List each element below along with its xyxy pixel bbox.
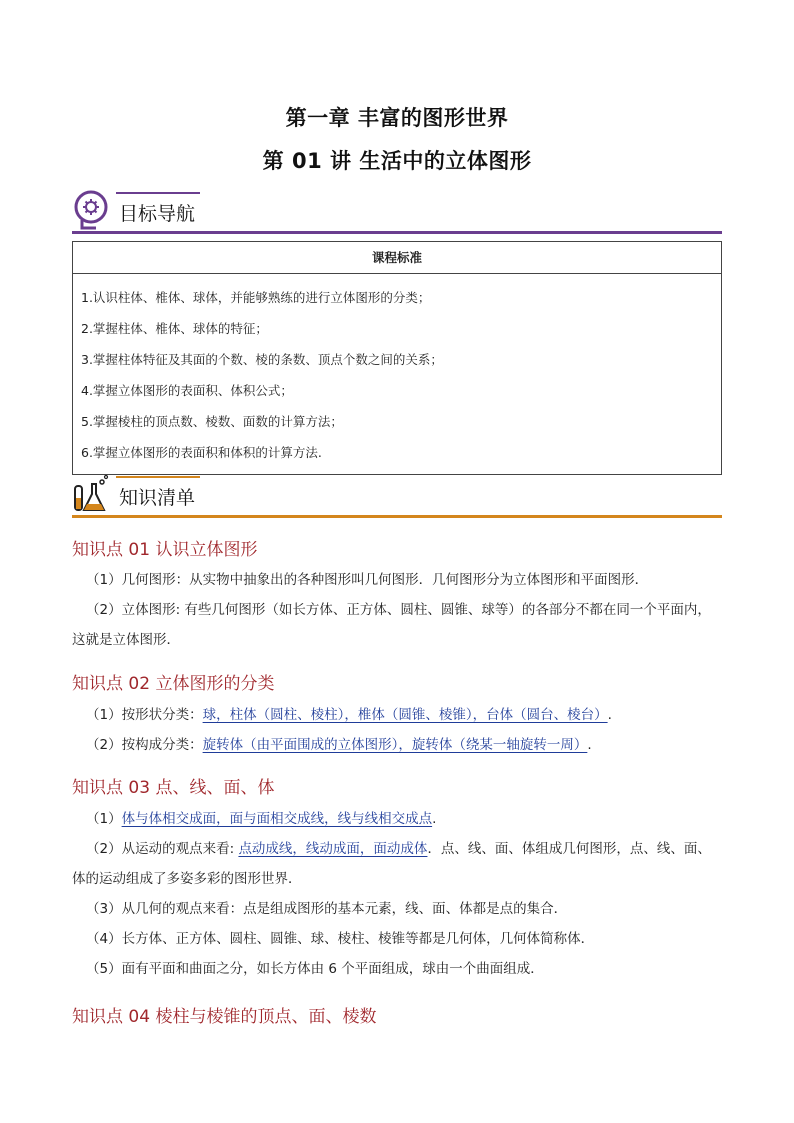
text: ．点、线、面、体组成几何图形，点、线、面、 [427, 841, 711, 857]
paragraph [72, 834, 724, 864]
brain-gear-icon [72, 190, 110, 230]
banner-top-rule [116, 476, 200, 478]
text: . [587, 737, 592, 753]
standard-item: 4.掌握立体图形的表面积、体积公式； [81, 383, 293, 398]
goal-section-label: 目标导航 [119, 203, 196, 225]
underlined-text: 体与体相交成面，面与面相交成线，线与线相交成点 [121, 811, 433, 827]
knowledge-point-title: 知识点 02 立体图形的分类 [72, 674, 275, 694]
paragraph: （4）长方体、正方体、圆柱、圆锥、球、棱柱、棱锥等都是几何体，几何体简称体． [86, 931, 595, 947]
text: （1）按形状分类： [86, 707, 203, 723]
underlined-text: 点动成线，线动成面，面动成体 [238, 841, 428, 857]
standard-item: 5.掌握棱柱的顶点数、棱数、面数的计算方法； [81, 414, 343, 429]
kp2-content [72, 700, 724, 760]
text: （2）按构成分类： [86, 737, 203, 753]
standard-item: 6.掌握立体图形的表面积和体积的计算方法. [81, 445, 322, 460]
paragraph: （2）立体图形: 有些几何图形（如长方体、正方体、圆柱、圆锥、球等）的各部分不都在同一个平面内， [86, 602, 711, 618]
standard-item: 1.认识柱体、椎体、球体，并能够熟练的进行立体图形的分类； [81, 290, 431, 305]
standard-item: 3.掌握柱体特征及其面的个数、棱的条数、顶点个数之间的关系； [81, 352, 443, 367]
text: （2）从运动的观点来看: [86, 841, 239, 857]
table-header: 课程标准 [73, 242, 721, 274]
underlined-text: 球，柱体（圆柱、棱柱），椎体（圆锥、棱锥），台体（圆台、棱台） [202, 707, 608, 723]
table-body [73, 274, 721, 474]
knowledge-point-title: 知识点 04 棱柱与棱锥的顶点、面、棱数 [72, 1007, 377, 1027]
standard-item: 2.掌握柱体、椎体、球体的特征； [81, 321, 268, 336]
paragraph-continuation: 体的运动组成了多姿多彩的图形世界． [72, 871, 302, 887]
goal-divider [72, 231, 722, 234]
lesson-title: 第 01 讲 生活中的立体图形 [262, 149, 532, 173]
chapter-title: 第一章 丰富的图形世界 [285, 106, 509, 130]
course-standards-table [72, 241, 722, 475]
knowledge-section-banner [72, 474, 722, 518]
kp3-content [72, 804, 724, 984]
lab-flask-icon [72, 474, 110, 514]
paragraph [72, 730, 724, 760]
paragraph: （1）几何图形：从实物中抽象出的各种图形叫几何图形．几何图形分为立体图形和平面图形． [86, 572, 649, 588]
paragraph: （5）面有平面和曲面之分，如长方体由 6 个平面组成，球由一个曲面组成． [86, 961, 544, 977]
paragraph-continuation: 这就是立体图形． [72, 632, 180, 648]
banner-top-rule [116, 192, 200, 194]
text: . [432, 811, 437, 827]
paragraph: （3）从几何的观点来看：点是组成图形的基本元素，线、面、体都是点的集合． [86, 901, 568, 917]
knowledge-point-title: 知识点 01 认识立体图形 [72, 540, 258, 560]
paragraph [72, 700, 724, 730]
paragraph [72, 804, 724, 834]
kp1-content [72, 565, 724, 655]
text: （1） [86, 811, 122, 827]
underlined-text: 旋转体（由平面围成的立体图形），旋转体（绕某一轴旋转一周） [202, 737, 588, 753]
knowledge-section-label: 知识清单 [119, 487, 196, 509]
text: . [607, 707, 612, 723]
knowledge-point-title: 知识点 03 点、线、面、体 [72, 778, 275, 798]
knowledge-divider [72, 515, 722, 518]
goal-section-banner [72, 190, 722, 234]
